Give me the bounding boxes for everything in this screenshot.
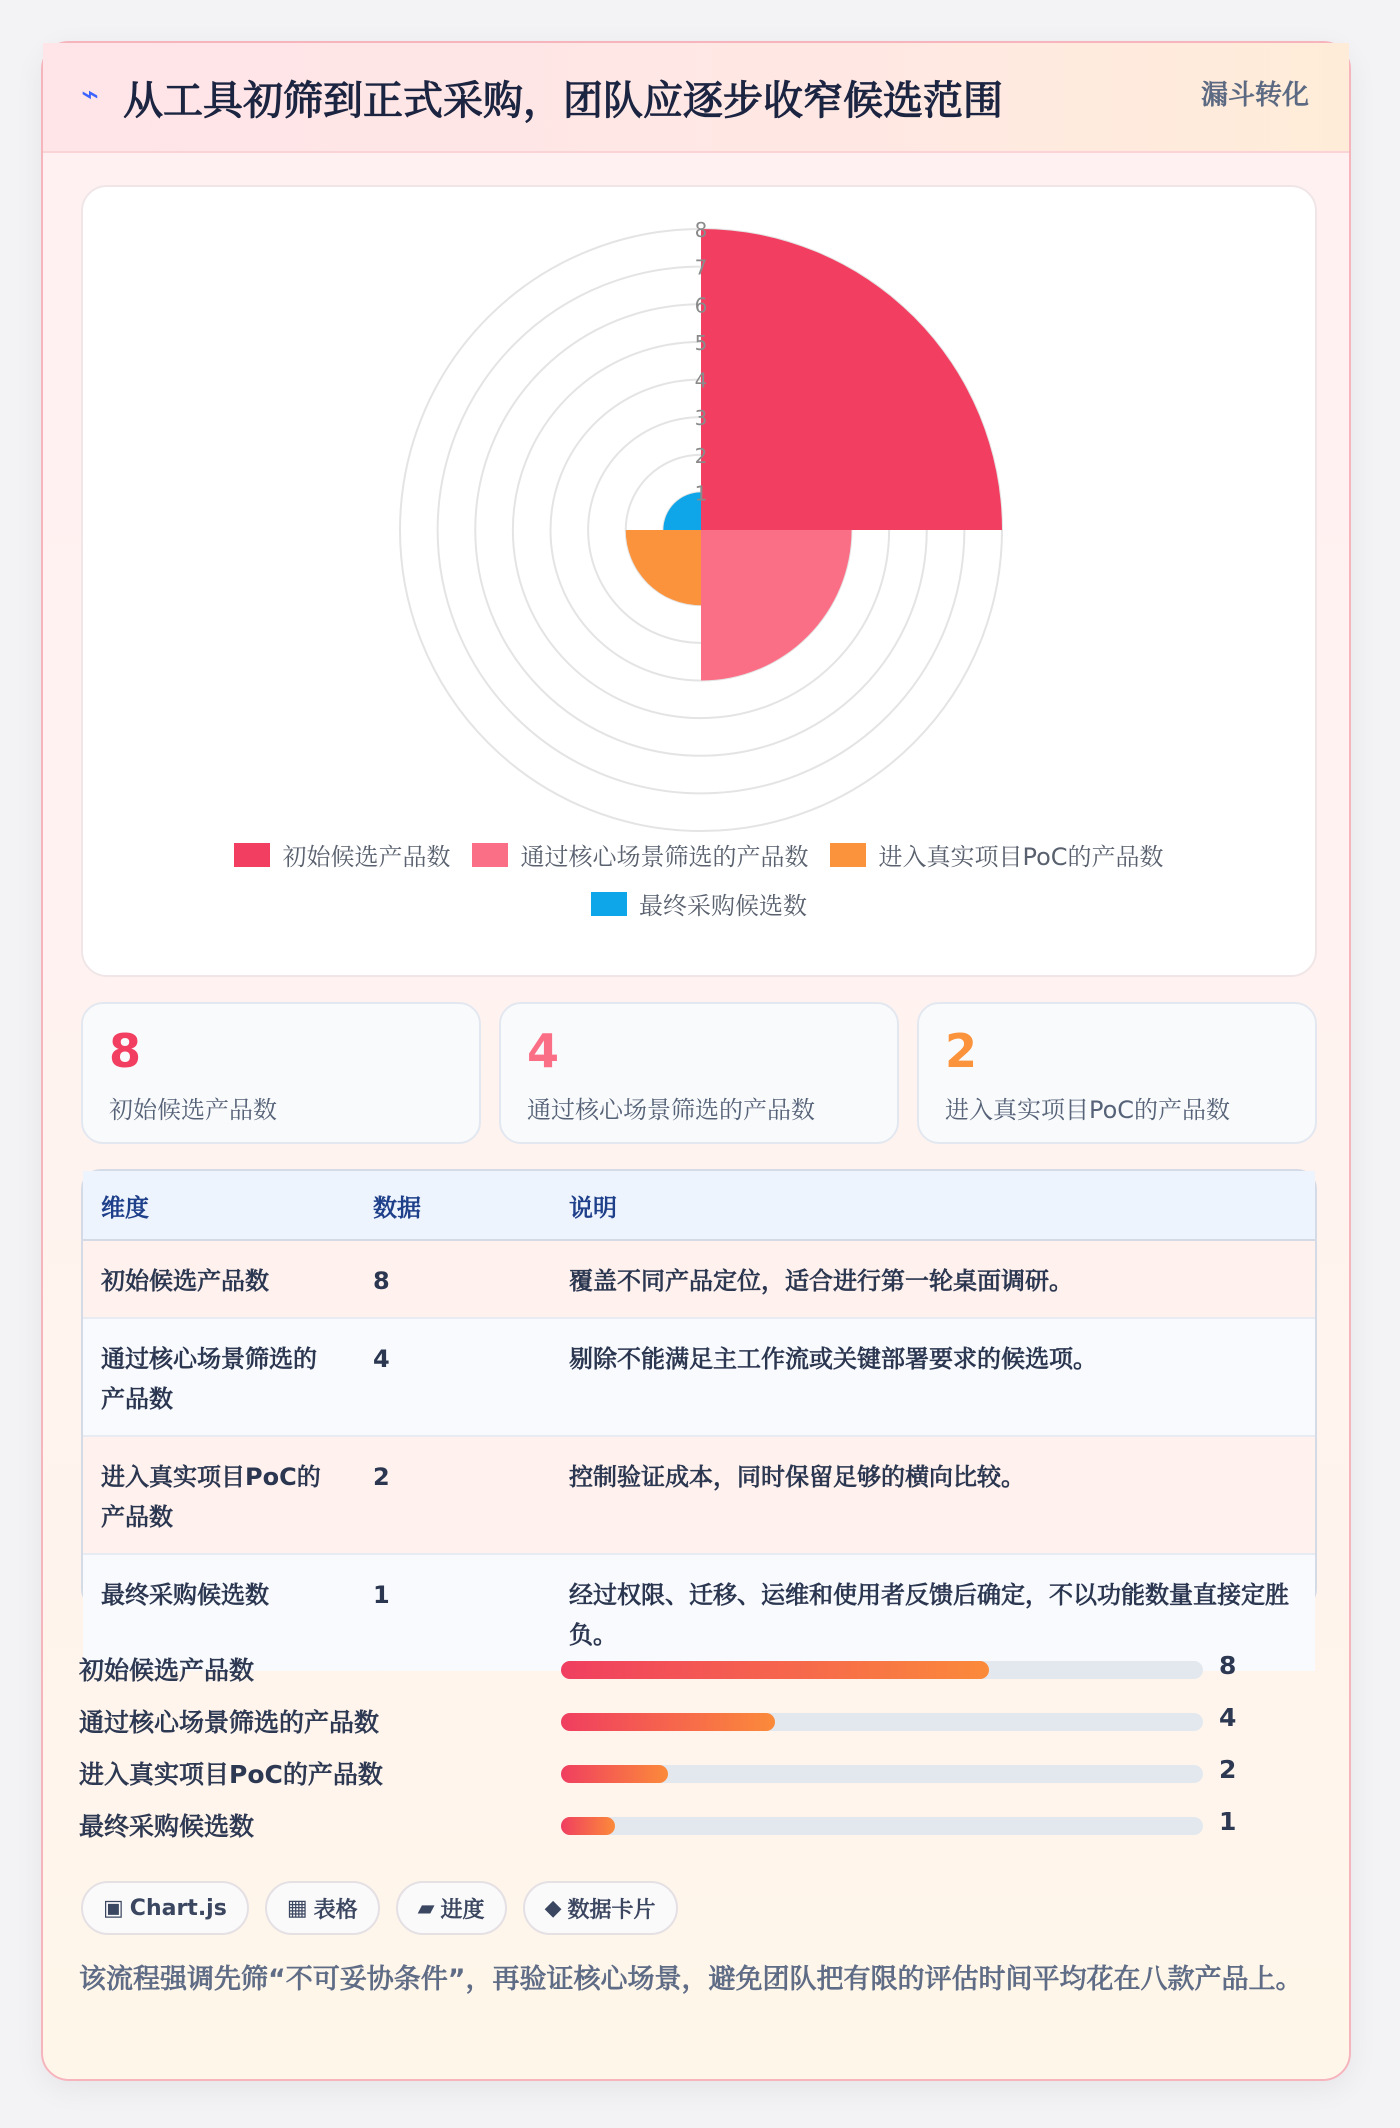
stat-card	[917, 1002, 1317, 1144]
legend-item[interactable]	[591, 886, 807, 921]
table-cell: 通过核心场景筛选的产品数	[83, 1318, 355, 1436]
legend-label: 进入真实项目PoC的产品数	[878, 843, 1164, 871]
progress-row	[79, 1699, 1329, 1751]
progress-fill	[561, 1765, 668, 1783]
chip-label: Chart.js	[129, 1895, 227, 1921]
chip-label: 表格	[313, 1897, 358, 1923]
stat-label: 初始候选产品数	[109, 1096, 277, 1124]
progress-track	[561, 1713, 1203, 1731]
progress-label: 通过核心场景筛选的产品数	[79, 1708, 380, 1737]
legend-item[interactable]	[234, 837, 450, 872]
feature-chip[interactable]	[81, 1881, 249, 1935]
r-tick-label: 6	[694, 293, 708, 318]
sector-2[interactable]	[701, 530, 852, 681]
feature-chip[interactable]	[265, 1881, 380, 1935]
r-tick-label: 5	[694, 330, 708, 355]
progress-track	[561, 1765, 1203, 1783]
sector-3[interactable]	[626, 530, 701, 605]
stat-label: 通过核心场景筛选的产品数	[527, 1096, 815, 1124]
legend-swatch	[830, 843, 866, 867]
column-header: 数据	[355, 1171, 551, 1240]
table-row	[83, 1318, 1315, 1436]
card-header	[43, 43, 1349, 153]
progress-label: 进入真实项目PoC的产品数	[79, 1760, 383, 1789]
table-row	[83, 1436, 1315, 1554]
stat-value: 4	[527, 1024, 560, 1078]
stat-value: 2	[945, 1024, 978, 1078]
progress-value: 4	[1219, 1703, 1237, 1732]
table-row	[83, 1240, 1315, 1318]
legend-item[interactable]	[830, 837, 1163, 872]
table-cell: 4	[355, 1318, 551, 1436]
chip-label: 进度	[440, 1897, 485, 1923]
table-header-row	[83, 1171, 1315, 1240]
chip-icon: ▣	[103, 1895, 124, 1921]
chip-icon: ◆	[544, 1895, 562, 1921]
table-cell: 剔除不能满足主工作流或关键部署要求的候选项。	[551, 1318, 1315, 1436]
progress-label: 最终采购候选数	[79, 1812, 255, 1841]
stat-label: 进入真实项目PoC的产品数	[945, 1096, 1231, 1124]
polar-area-chart	[83, 187, 1319, 827]
header-tag: 漏斗转化	[1201, 80, 1309, 111]
legend-label: 初始候选产品数	[282, 843, 451, 871]
table-cell: 2	[355, 1436, 551, 1554]
progress-fill	[561, 1713, 775, 1731]
card-title: 从工具初筛到正式采购，团队应逐步收窄候选范围	[123, 78, 1003, 124]
progress-value: 2	[1219, 1755, 1237, 1784]
r-tick-label: 4	[694, 368, 708, 393]
chart-legend	[83, 837, 1315, 935]
progress-label: 初始候选产品数	[79, 1656, 255, 1685]
progress-value: 1	[1219, 1807, 1237, 1836]
table-cell: 进入真实项目PoC的产品数	[83, 1436, 355, 1554]
footnote: 该流程强调先筛“不可妥协条件”，再验证核心场景，避免团队把有限的评估时间平均花在八款产品上。	[79, 1964, 1303, 1995]
table-cell: 8	[355, 1240, 551, 1318]
chip-icon: ▰	[417, 1895, 435, 1921]
progress-row	[79, 1751, 1329, 1803]
progress-track	[561, 1817, 1203, 1835]
r-tick-label: 1	[694, 481, 708, 506]
table-cell: 最终采购候选数	[83, 1554, 355, 1671]
stat-cards	[81, 1002, 1317, 1144]
stat-card	[499, 1002, 899, 1144]
table-cell: 覆盖不同产品定位，适合进行第一轮桌面调研。	[551, 1240, 1315, 1318]
r-tick-label: 8	[694, 218, 708, 242]
column-header: 维度	[83, 1171, 355, 1240]
legend-label: 通过核心场景筛选的产品数	[520, 843, 809, 871]
legend-label: 最终采购候选数	[639, 892, 807, 920]
r-tick-label: 7	[694, 255, 708, 280]
polar-chart-panel	[81, 185, 1317, 977]
legend-item[interactable]	[472, 837, 808, 872]
stat-card	[81, 1002, 481, 1144]
progress-fill	[561, 1661, 989, 1679]
legend-swatch	[234, 843, 270, 867]
r-tick-label: 3	[694, 406, 708, 431]
table-cell: 初始候选产品数	[83, 1240, 355, 1318]
table-cell: 1	[355, 1554, 551, 1671]
feature-chips	[81, 1881, 678, 1935]
stat-value: 8	[109, 1024, 142, 1078]
chip-label: 数据卡片	[567, 1897, 656, 1923]
feature-chip[interactable]	[523, 1881, 678, 1935]
report-card	[41, 41, 1351, 2081]
legend-swatch	[472, 843, 508, 867]
legend-swatch	[591, 892, 627, 916]
r-tick-label: 2	[694, 443, 708, 468]
progress-bars	[79, 1647, 1329, 1855]
chip-icon: ▦	[286, 1895, 308, 1921]
progress-row	[79, 1647, 1329, 1699]
sector-1[interactable]	[701, 229, 1002, 530]
bolt-icon: ⌁	[81, 77, 100, 112]
table-cell: 经过权限、迁移、运维和使用者反馈后确定，不以功能数量直接定胜负。	[551, 1554, 1315, 1671]
column-header: 说明	[551, 1171, 1315, 1240]
progress-fill	[561, 1817, 615, 1835]
progress-row	[79, 1803, 1329, 1855]
table-cell: 控制验证成本，同时保留足够的横向比较。	[551, 1436, 1315, 1554]
progress-value: 8	[1219, 1651, 1237, 1680]
feature-chip[interactable]	[396, 1881, 507, 1935]
progress-track	[561, 1661, 1203, 1679]
data-table	[81, 1169, 1317, 1649]
